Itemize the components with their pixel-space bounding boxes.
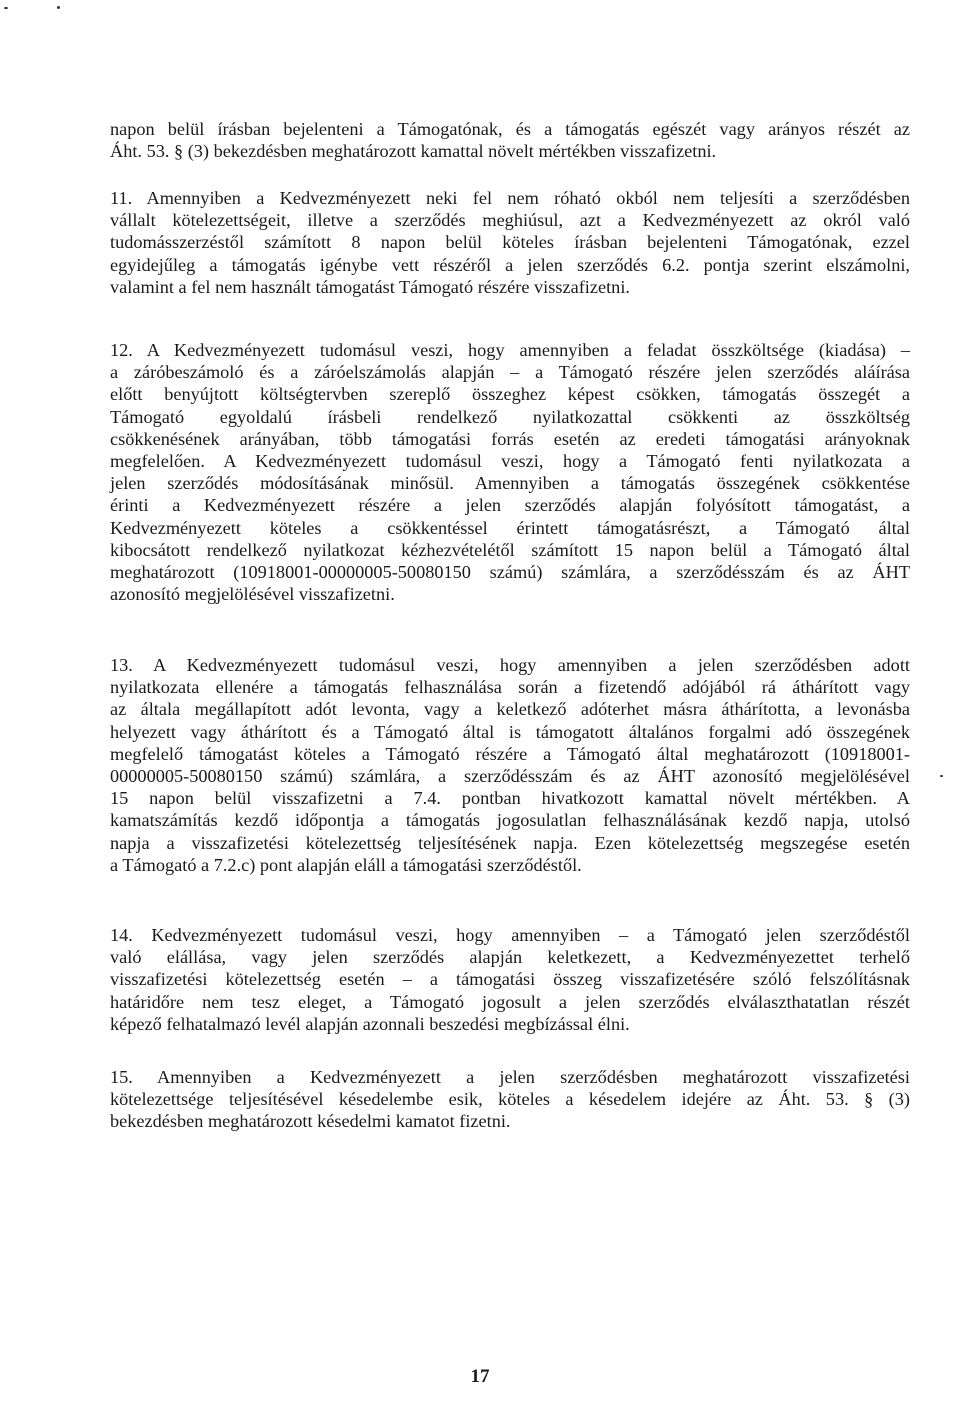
text-line: 11. Amennyiben a Kedvezményezett neki fel nem róható okból nem teljesíti a szerződésben: [110, 188, 910, 208]
text-line: az általa megállapított adót levonta, vagy a keletkező adóterhet másra áthárította, a levonásba: [110, 699, 910, 720]
text-line: azonosító megjelölésével visszafizetni.: [110, 584, 395, 605]
paragraph-11: [110, 187, 910, 298]
paragraph-continued: [110, 118, 910, 162]
text-line: 14. Kedvezményezett tudomásul veszi, hogy amennyiben – a Támogató jelen szerződéstől: [110, 925, 910, 945]
text-line: jelen szerződés módosításának minősül. Amennyiben a támogatás összegének csökkentése: [110, 473, 910, 494]
page-number: 17: [470, 1366, 490, 1387]
scan-speck: [940, 775, 943, 777]
text-line: megfelelő támogatást köteles a Támogató részére a Támogató által meghatározott (10918001-: [110, 743, 910, 764]
paragraph-14: [110, 924, 910, 1035]
text-line: helyezett vagy áthárított és a Támogató által is támogatott általános forgalmi adó összegének: [110, 721, 910, 742]
text-line: nyilatkozata ellenére a támogatás felhasználása során a fizetendő adójából rá áthárított vagy: [110, 677, 910, 698]
text-line: napja a visszafizetési kötelezettség teljesítésének napja. Ezen kötelezettség megszegése esetén: [110, 832, 910, 853]
text-line: való elállása, vagy jelen szerződés alapján keletkezett, a Kedvezményezettet terhelő: [110, 947, 910, 968]
text-line: csökkenésének arányában, több támogatási forrás esetén az eredeti támogatási arányoknak: [110, 428, 910, 449]
text-line: vállalt kötelezettségeit, illetve a szerződés meghiúsul, azt a Kedvezményezett az okról való: [110, 210, 910, 231]
text-line: érinti a Kedvezményezett részére a jelen szerződés alapján folyósított támogatást, a: [110, 495, 910, 516]
text-line: 15 napon belül visszafizetni a 7.4. pontban hivatkozott kamattal növelt mértékben. A: [110, 788, 910, 809]
text-line: kibocsátott rendelkező nyilatkozat kézhezvételétől számított 15 napon belül a Támogató által: [110, 539, 910, 560]
text-line: Kedvezményezett köteles a csökkentéssel érintett támogatásrészt, a Támogató által: [110, 517, 910, 538]
text-line: előtt benyújtott költségtervben szereplő összeghez képest csökken, támogatás összegét a: [110, 384, 910, 405]
text-line: Támogató egyoldalú írásbeli rendelkező nyilatkozattal csökkenti az összköltség: [110, 406, 910, 427]
text-line: Áht. 53. § (3) bekezdésben meghatározott kamattal növelt mértékben visszafizetni.: [110, 141, 717, 162]
text-line: tudomásszerzéstől számított 8 napon belül köteles írásban bejelenteni Támogatónak, ezzel: [110, 232, 910, 253]
text-line: meghatározott (10918001-00000005-50080150 számú) számlára, a szerződésszám és az ÁHT: [110, 562, 910, 583]
text-line: 00000005-50080150 számú) számlára, a szerződésszám és az ÁHT azonosító megjelölésével: [110, 766, 910, 787]
text-line: visszafizetési kötelezettség esetén – a támogatási összeg visszafizetésére szóló felszólításnak: [110, 969, 910, 990]
text-line: képező felhatalmazó levél alapján azonnali beszedési megbízással élni.: [110, 1013, 630, 1034]
text-line: 13. A Kedvezményezett tudomásul veszi, hogy amennyiben a jelen szerződésben adott: [110, 655, 910, 675]
text-line: kötelezettsége teljesítésével késedelembe esik, köteles a késedelem idejére az Áht. 53. § (3): [110, 1089, 910, 1110]
text-line: napon belül írásban bejelenteni a Támogatónak, és a támogatás egészét vagy arányos részét az: [110, 119, 910, 139]
scan-speck: [4, 7, 8, 9]
text-line: a záróbeszámoló és a záróelszámolás alapján – a Támogató részére jelen szerződés aláírása: [110, 362, 910, 383]
text-line: 15. Amennyiben a Kedvezményezett a jelen szerződésben meghatározott visszafizetési: [110, 1067, 910, 1087]
text-line: a Támogató a 7.2.c) pont alapján eláll a támogatási szerződéstől.: [110, 854, 582, 875]
text-line: 12. A Kedvezményezett tudomásul veszi, hogy amennyiben a feladat összköltsége (kiadása) –: [110, 340, 910, 360]
paragraph-12: [110, 339, 910, 605]
text-line: határidőre nem tesz eleget, a Támogató jogosult a jelen szerződés elválaszthatatlan részét: [110, 991, 910, 1012]
text-line: kamatszámítás kezdő időpontja a támogatás jogosulatlan felhasználásának kezdő napja, utolsó: [110, 810, 910, 831]
text-line: bekezdésben meghatározott késedelmi kamatot fizetni.: [110, 1111, 511, 1132]
scan-speck: [57, 6, 60, 9]
paragraph-13: [110, 654, 910, 876]
text-line: megfelelően. A Kedvezményezett tudomásul veszi, hogy a Támogató fenti nyilatkozata a: [110, 451, 910, 472]
text-line: egyidejűleg a támogatás igénybe vett részéről a jelen szerződés 6.2. pontja szerint elszámolni,: [110, 254, 910, 275]
paragraph-15: [110, 1066, 910, 1133]
text-line: valamint a fel nem használt támogatást Támogató részére visszafizetni.: [110, 276, 630, 297]
